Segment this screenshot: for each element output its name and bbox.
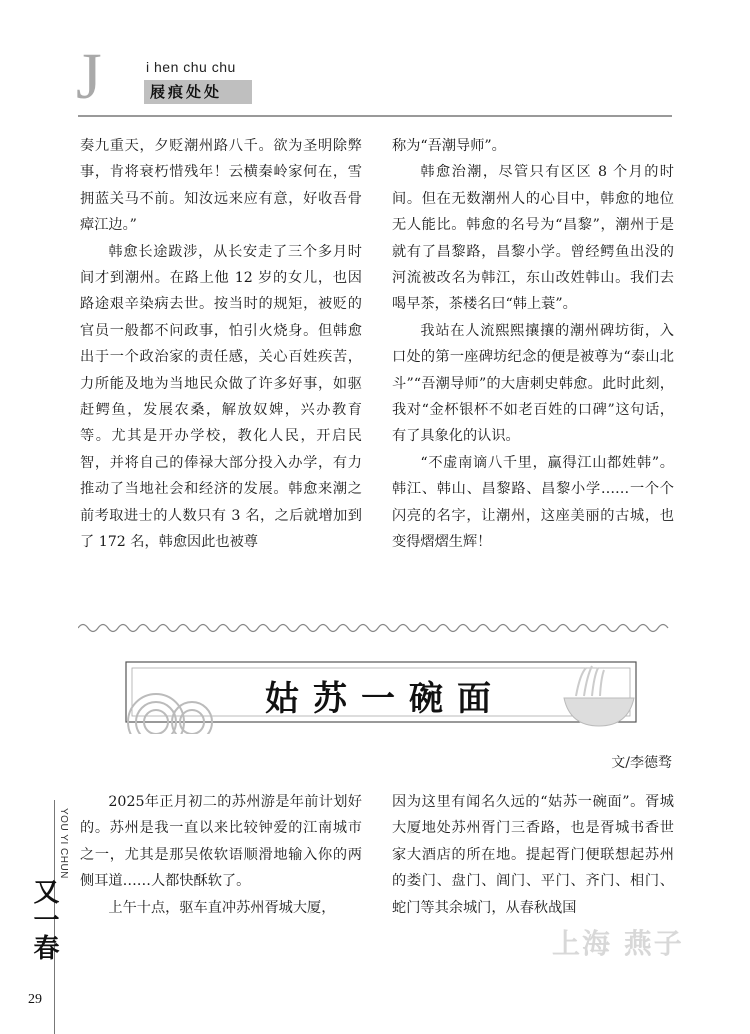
article2-paragraph: 因为这里有闻名久远的“姑苏一碗面”。胥城大厦地处苏州胥门三香路，也是胥城书香世家大酒店的所在地。提起胥门便联想起苏州的娄门、盘门、阊门、平门、齐门、相门、蛇门等其余城门，从春秋战国	[392, 794, 674, 916]
column-pinyin: i hen chu chu	[146, 59, 236, 75]
wave-divider	[78, 620, 672, 636]
article1-paragraph: “不虚南谪八千里，赢得江山都姓韩”。韩江、韩山、昌黎路、昌黎小学……一个个闪亮的名字，让潮州，这座美丽的古城，也变得熠熠生辉！	[392, 454, 674, 551]
watermark: 上海 燕子	[552, 927, 684, 960]
article2-column-right	[392, 789, 674, 921]
article2-paragraph: 上午十点，驱车直冲苏州胥城大厦，	[108, 899, 336, 916]
column-name: 屐痕处处	[150, 83, 223, 101]
header-rule	[78, 115, 672, 117]
article1-column-left	[80, 133, 362, 556]
article1-paragraph: 我站在人流熙熙攘攘的潮州碑坊街，入口处的第一座碑坊纪念的便是被尊为“泰山北斗”“吾潮导师”的大唐刺史韩愈。此时此刻，我对“金杯银杯不如老百姓的口碑”这句话，有了具象化的认识。	[392, 322, 674, 445]
article1-paragraph: 奏九重天，夕贬潮州路八千。欲为圣明除弊事，肯将衰朽惜残年！云横秦岭家何在，雪拥蓝关马不前。知汝远来应有意，好收吾骨瘴江边。”	[80, 138, 362, 234]
article1-column-right	[392, 133, 674, 556]
article2-author: 文/李德骛	[611, 755, 672, 771]
article1-paragraph: 韩愈长途跋涉，从长安走了三个多月时间才到潮州。在路上他 12 岁的女儿，也因路途艰辛染病去世。按当时的规矩，被贬的官员一般都不问政事，怕引火烧身。但韩愈出于一个政治家的责任感，关心百姓疾苦，力所能及地为当地民众做了许多好事，如驱赶鳄鱼，发展农桑，解放奴婢，兴办教育等。尤其是开办学校，教化人民，开启民智，并将自己的俸禄大部分投入办学，有力推动了当地社会和经济的发展。韩愈来潮之前考取进士的人数只有 3 名，之后就增加到了 172 名，韩愈因此也被尊	[80, 243, 362, 551]
article2-paragraph: 2025年正月初二的苏州游是年前计划好的。苏州是我一直以来比较钟爱的江南城市之一，尤其是那吴侬软语顺滑地输入你的两侧耳道……人都快酥软了。	[80, 794, 362, 890]
article2-column-left	[80, 789, 362, 921]
article1-paragraph: 韩愈治潮，尽管只有区区 8 个月的时间。但在无数潮州人的心目中，韩愈的地位无人能比。韩愈的名号为“昌黎”，潮州于是就有了昌黎路，昌黎小学。曾经鳄鱼出没的河流被改名为韩江，东山改姓韩山。我们去喝早茶，茶楼名曰“韩上蓑”。	[392, 164, 674, 313]
magazine-name: 又一春	[29, 878, 59, 962]
column-initial-letter: J	[76, 40, 102, 113]
article2-title: 姑苏一碗面	[265, 679, 505, 719]
magazine-pinyin: YOU YI CHUN	[58, 808, 69, 879]
article1-paragraph: 称为“吾潮导师”。	[392, 138, 506, 154]
page-number: 29	[28, 992, 42, 1007]
